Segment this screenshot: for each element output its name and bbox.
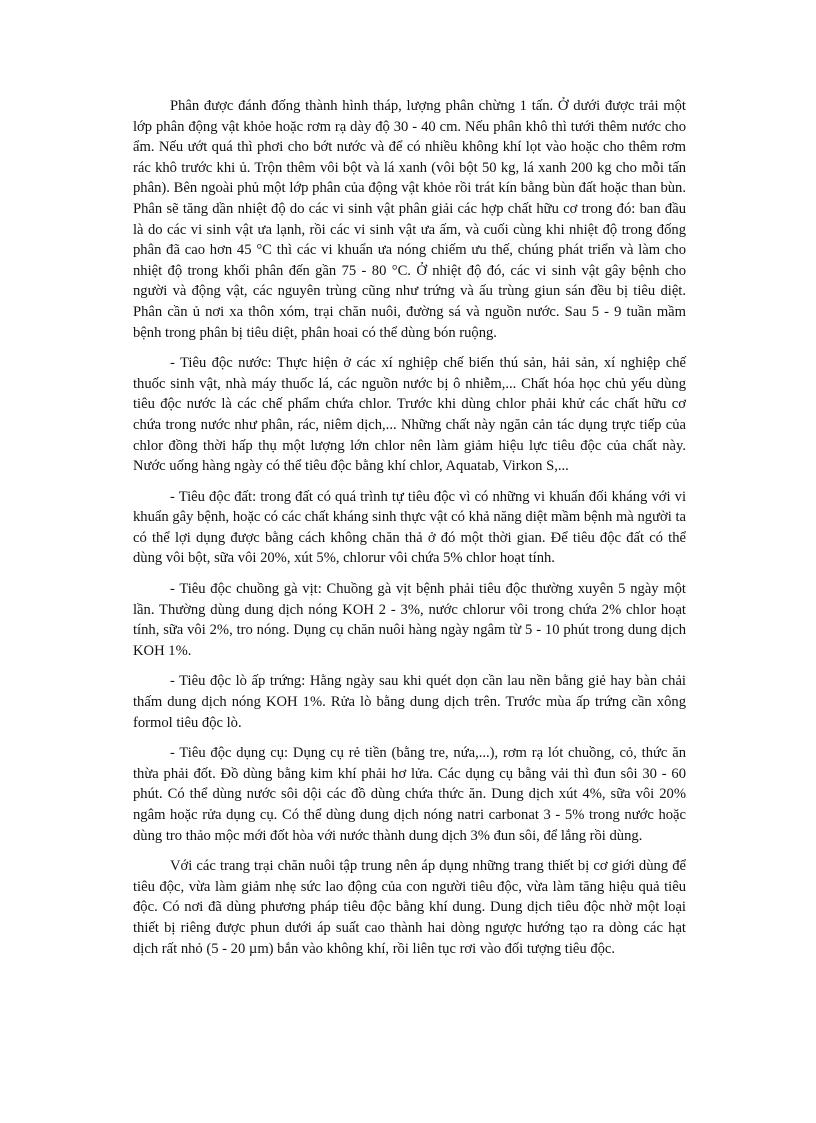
document-page <box>133 96 686 969</box>
paragraph-tool-disinfection: - Tiêu độc dụng cụ: Dụng cụ rẻ tiền (bằng tre, nứa,...), rơm rạ lót chuồng, cỏ, thức ăn thừa phải đốt. Đồ dùng bằng kim khí phải hơ lửa. Các dụng cụ bằng vải thì đun sôi 30 - 60 phút. Có thể dùng nước sôi dội các đồ dùng chứa thức ăn. Dung dịch xút 4%, sữa vôi 20% ngâm hoặc rửa dụng cụ. Có thể dùng dung dịch nóng natri carbonat 3 - 5% trong nước hoặc dùng tro thảo mộc mới đốt hòa với nước thành dung dịch 3% đun sôi, để lắng rồi dùng. <box>133 745 686 844</box>
paragraph-soil-disinfection: - Tiêu độc đất: trong đất có quá trình tự tiêu độc vì có những vi khuẩn đối kháng với vi khuẩn gây bệnh, hoặc có các chất kháng sinh thực vật có khả năng diệt mầm bệnh mà người ta có thể lợi dụng được bằng cách không chăn thả ở đó một thời gian. Để tiêu độc đất có thể dùng vôi bột, sữa vôi 20%, xút 5%, chlorur vôi chứa 5% chlor hoạt tính. <box>133 488 686 567</box>
paragraph-compost: Phân được đánh đống thành hình tháp, lượng phân chừng 1 tấn. Ở dưới được trải một lớp phân động vật khỏe hoặc rơm rạ dày độ 30 - 40 cm. Nếu phân khô thì tưới thêm nước cho ẩm. Nếu ướt quá thì phơi cho bớt nước và để có nhiều không khí lọt vào hoặc cho thêm rơm rác khô trước khi ủ. Trộn thêm vôi bột và lá xanh (vôi bột 50 kg, lá xanh 200 kg cho mỗi tấn phân). Bên ngoài phủ một lớp phân của động vật khỏe rồi trát kín bằng bùn đất hoặc than bùn. Phân sẽ tăng dần nhiệt độ do các vi sinh vật phân giải các hợp chất hữu cơ trong đó: ban đầu là do các vi sinh vật ưa lạnh, rồi các vi sinh vật ưa ấm, và cuối cùng khi nhiệt độ trong đống phân đã cao hơn 45 °C thì các vi khuẩn ưa nóng chiếm ưu thế, chúng phát triển và làm cho nhiệt độ trong khối phân đến gần 75 - 80 °C. Ở nhiệt độ đó, các vi sinh vật gây bệnh cho người và động vật, các nguyên trùng cũng như trứng và ấu trùng giun sán đều bị tiêu diệt. Phân cần ủ nơi xa thôn xóm, trại chăn nuôi, đường sá và nguồn nước. Sau 5 - 9 tuần mầm bệnh trong phân bị tiêu diệt, phân hoai có thể dùng bón ruộng. <box>133 98 686 341</box>
paragraph-farm-aerosol: Với các trang trại chăn nuôi tập trung nên áp dụng những trang thiết bị cơ giới dùng để tiêu độc, vừa làm giảm nhẹ sức lao động của con người tiêu độc, vừa làm tăng hiệu quả tiêu độc. Có nơi đã dùng phương pháp tiêu độc bằng khí dung. Dung dịch tiêu độc nhờ một loại thiết bị riêng được phun dưới áp suất cao thành hai dòng ngược hướng tạo ra dòng các hạt dịch rất nhỏ (5 - 20 µm) bắn vào không khí, rồi liên tục rơi vào đối tượng tiêu độc. <box>133 858 686 957</box>
paragraph-water-disinfection: - Tiêu độc nước: Thực hiện ở các xí nghiệp chế biến thú sản, hải sản, xí nghiệp chế thuốc sinh vật, nhà máy thuốc lá, các nguồn nước bị ô nhiễm,... Chất hóa học chủ yếu dùng tiêu độc nước là các chế phẩm chứa chlor. Trước khi dùng chlor phải khử các chất hữu cơ chứa trong nước như phân, rác, niêm dịch,... Những chất này ngăn cản tác dụng trực tiếp của chlor đồng thời hấp thụ một lượng lớn chlor nên làm giảm hiệu lực tiêu độc của chất này. Nước uống hàng ngày có thể tiêu độc bằng khí chlor, Aquatab, Virkon S,... <box>133 355 686 475</box>
paragraph-coop-disinfection: - Tiêu độc chuồng gà vịt: Chuồng gà vịt bệnh phải tiêu độc thường xuyên 5 ngày một lần. Thường dùng dung dịch nóng KOH 2 - 3%, nước chlorur vôi trong chứa 2% chlor hoạt tính, sữa vôi 2%, tro nóng. Dụng cụ chăn nuôi hàng ngày ngâm từ 5 - 10 phút trong dung dịch KOH 1%. <box>133 581 686 659</box>
paragraph-incubator-disinfection: - Tiêu độc lò ấp trứng: Hằng ngày sau khi quét dọn cần lau nền bằng giẻ hay bàn chải thấm dung dịch nóng KOH 1%. Rửa lò bằng dung dịch trên. Trước mùa ấp trứng cần xông formol tiêu độc lò. <box>133 673 686 731</box>
